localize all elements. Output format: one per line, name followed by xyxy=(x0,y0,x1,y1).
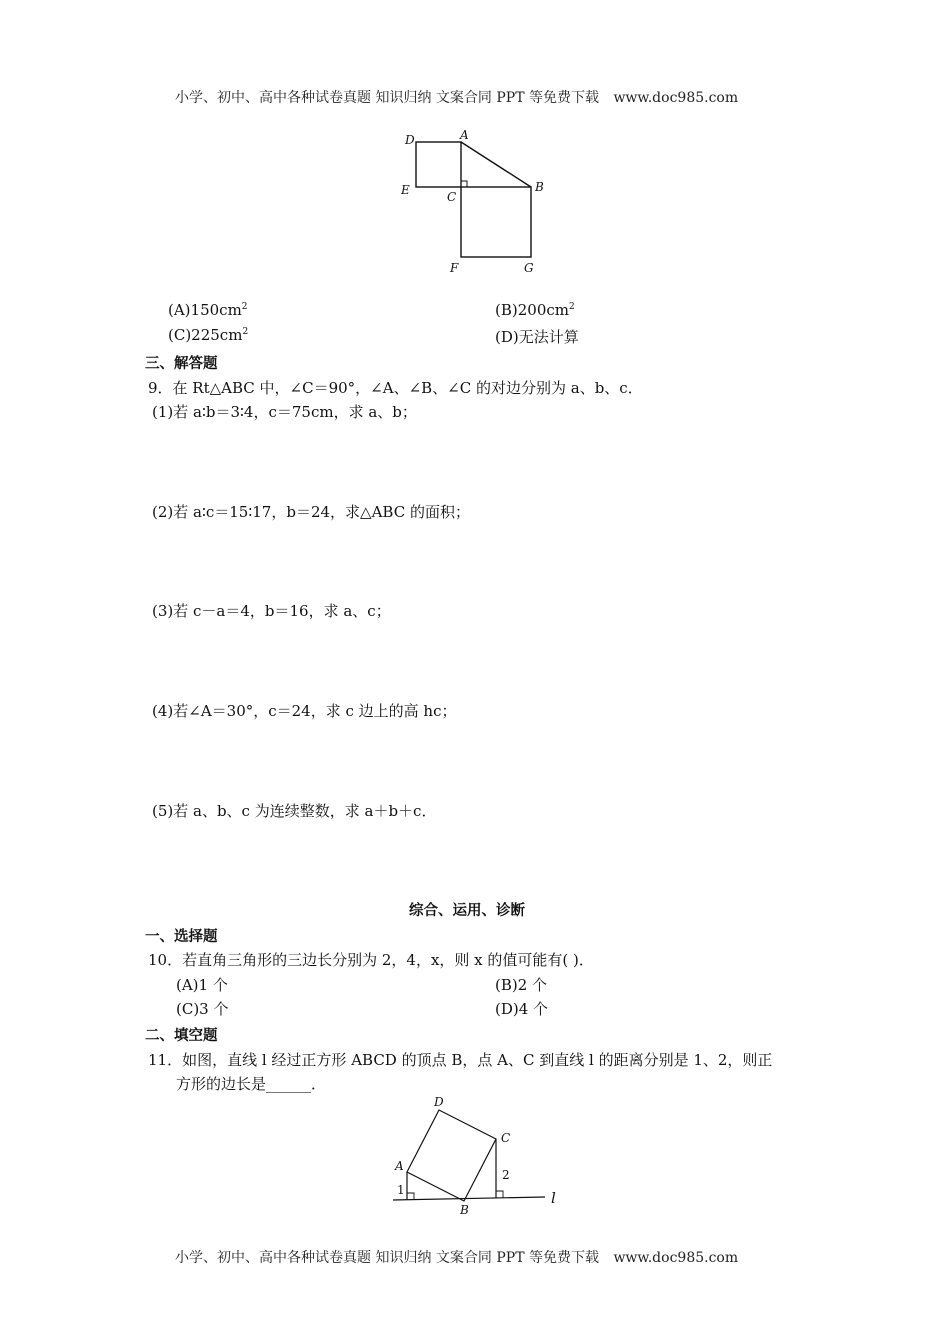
q8-option-c: $(C)225cm^2$ xyxy=(168,326,249,344)
label-G: G xyxy=(524,261,534,275)
q9-stem: 9．在 Rt△ABC 中，∠C＝90°，∠A、∠B、∠C 的对边分别为 a、b、c． xyxy=(148,379,643,397)
q8-option-a: $(A)150cm^2$ xyxy=(168,301,248,319)
q8-option-b: $(B)200cm^2$ xyxy=(495,301,575,319)
fig2-label-D: D xyxy=(434,1095,444,1109)
fig2-label-C: C xyxy=(501,1131,511,1145)
q10-option-b: (B)2 个 xyxy=(495,976,548,994)
section-1-title: 一、选择题 xyxy=(145,929,218,945)
q11-line-1: 11．如图，直线 l 经过正方形 ABCD 的顶点 B，点 A、C 到直线 l 的距离分别是 1、2，则正 xyxy=(148,1051,773,1069)
section-2-title: 二、填空题 xyxy=(145,1028,218,1044)
q11-line-2: 方形的边长是______． xyxy=(176,1075,327,1093)
header-url: www.doc985.com xyxy=(613,90,739,106)
figure-square-on-line xyxy=(385,1090,575,1220)
q9-part-5: (5)若 a、b、c 为连续整数，求 a＋b＋c． xyxy=(152,802,437,820)
fig2-distance-1: 1 xyxy=(397,1183,405,1197)
label-D: D xyxy=(405,133,415,147)
fig2-label-l: l xyxy=(551,1189,556,1207)
section-3-title: 三、解答题 xyxy=(145,356,218,372)
page-footer xyxy=(175,1247,738,1267)
q10-stem: 10．若直角三角形的三边长分别为 2，4，x，则 x 的值可能有( )． xyxy=(148,951,594,969)
fig2-distance-2: 2 xyxy=(502,1168,510,1182)
q10-option-c: (C)3 个 xyxy=(176,1000,229,1018)
label-B: B xyxy=(535,180,544,194)
label-C: C xyxy=(447,190,457,204)
q8-option-d: (D)无法计算 xyxy=(495,328,579,346)
label-A: A xyxy=(460,128,469,142)
q9-part-4: (4)若∠A＝30°，c＝24，求 c 边上的高 hc； xyxy=(152,702,457,720)
fig2-label-B: B xyxy=(460,1203,469,1217)
q10-option-d: (D)4 个 xyxy=(495,1000,549,1018)
footer-text: 小学、初中、高中各种试卷真题 知识归纳 文案合同 PPT 等免费下载 xyxy=(175,1250,599,1266)
header-text: 小学、初中、高中各种试卷真题 知识归纳 文案合同 PPT 等免费下载 xyxy=(175,90,599,106)
figure-squares-triangle xyxy=(395,125,555,285)
footer-url: www.doc985.com xyxy=(613,1250,739,1266)
q10-option-a: (A)1 个 xyxy=(176,976,228,994)
label-F: F xyxy=(450,261,459,275)
label-E: E xyxy=(401,183,410,197)
q9-part-1: (1)若 a∶b＝3∶4，c＝75cm，求 a、b； xyxy=(152,403,417,421)
q9-part-2: (2)若 a∶c＝15∶17，b＝24，求△ABC 的面积； xyxy=(152,503,470,521)
fig2-label-A: A xyxy=(395,1159,404,1173)
page-header xyxy=(175,87,738,107)
q9-part-3: (3)若 c－a＝4，b＝16，求 a、c； xyxy=(152,602,391,620)
comprehensive-title: 综合、运用、诊断 xyxy=(409,903,525,919)
